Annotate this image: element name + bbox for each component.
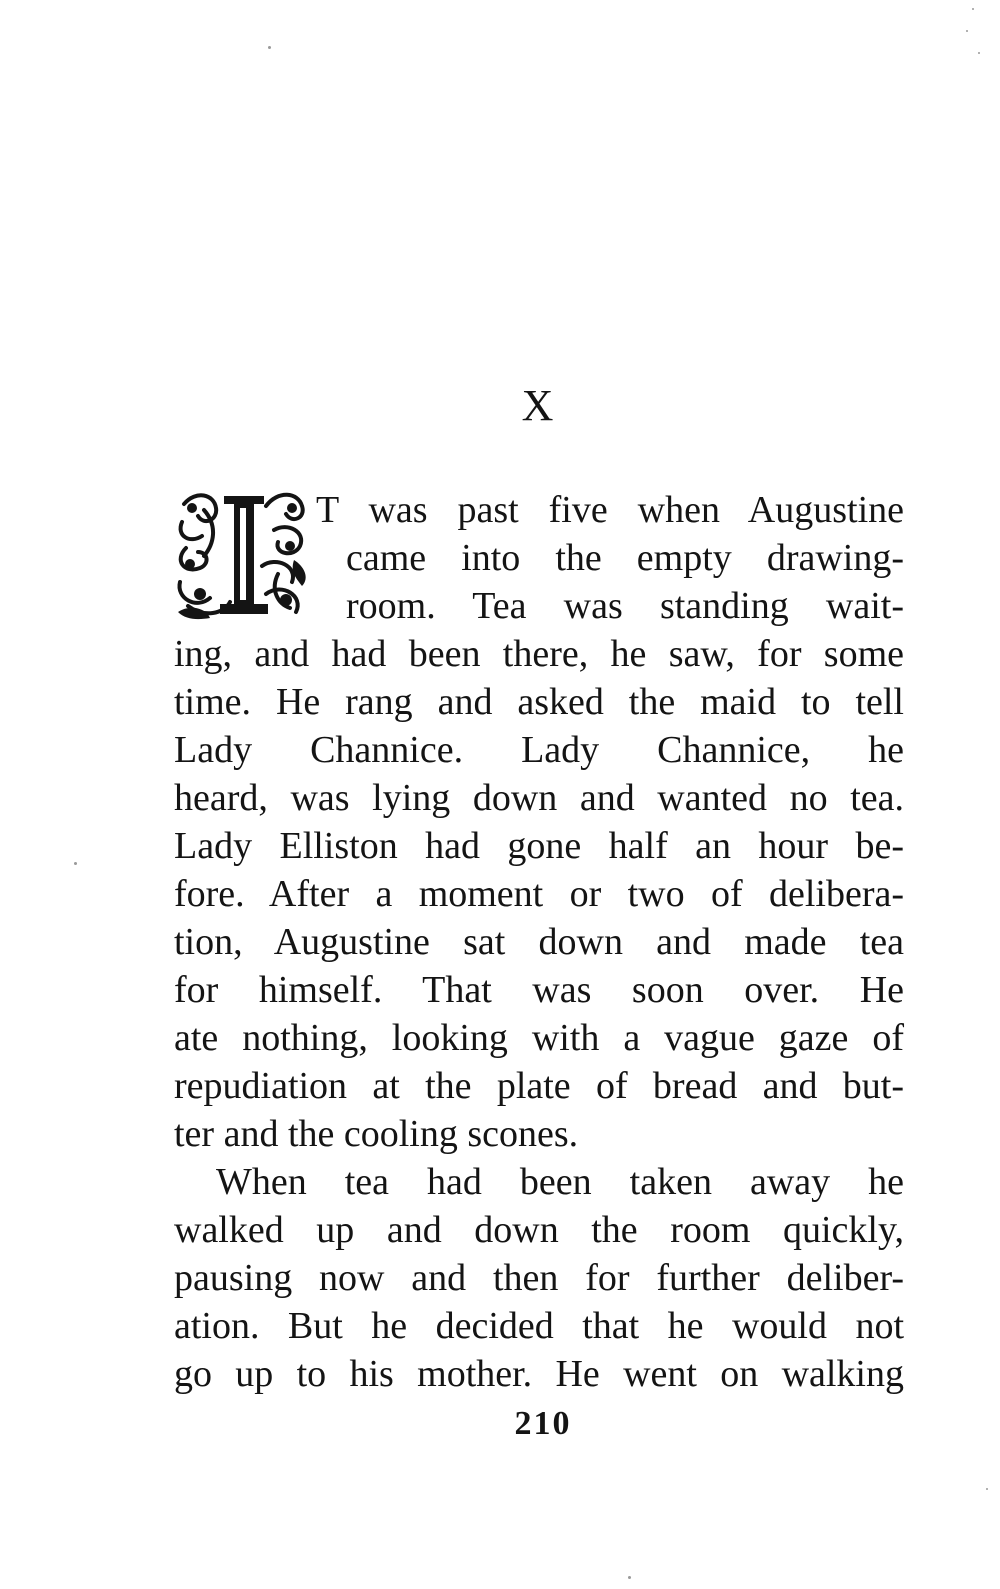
scan-speck xyxy=(978,52,980,54)
text-line: room. Tea was standing wait- xyxy=(346,585,904,627)
scan-speck xyxy=(972,8,974,10)
text-line: go up to his mother. He went on walking xyxy=(174,1353,904,1395)
text-line: T was past five when Augustine xyxy=(316,489,904,531)
text-line: ter and the cooling scones. xyxy=(174,1113,579,1155)
text-line: for himself. That was soon over. He xyxy=(174,969,904,1011)
text-line: ate nothing, looking with a vague gaze of xyxy=(174,1017,904,1059)
text-line: heard, was lying down and wanted no tea. xyxy=(174,777,904,819)
text-line: ing, and had been there, he saw, for some xyxy=(174,633,904,675)
scan-speck xyxy=(268,46,271,49)
text-line: repudiation at the plate of bread and but- xyxy=(174,1065,904,1107)
body-text xyxy=(174,486,904,1398)
text-line: walked up and down the room quickly, xyxy=(174,1209,904,1251)
text-line: fore. After a moment or two of delibera- xyxy=(174,873,904,915)
text-line: Lady Elliston had gone half an hour be- xyxy=(174,825,904,867)
page-number: 210 xyxy=(514,1405,572,1442)
paragraph-1-drop-lines xyxy=(174,486,904,630)
text-line: Lady Channice. Lady Channice, he xyxy=(174,729,904,771)
text-line: came into the empty drawing- xyxy=(346,537,904,579)
scan-speck xyxy=(966,30,968,32)
text-line: tion, Augustine sat down and made tea xyxy=(174,921,904,963)
scan-speck xyxy=(628,1576,631,1579)
scan-speck xyxy=(74,862,77,865)
scan-speck xyxy=(986,1488,988,1490)
text-line: When tea had been taken away he xyxy=(216,1161,904,1203)
chapter-heading: X xyxy=(521,381,555,430)
text-line: ation. But he decided that he would not xyxy=(174,1305,904,1347)
text-line: pausing now and then for further deliber- xyxy=(174,1257,904,1299)
text-line: time. He rang and asked the maid to tell xyxy=(174,681,904,723)
